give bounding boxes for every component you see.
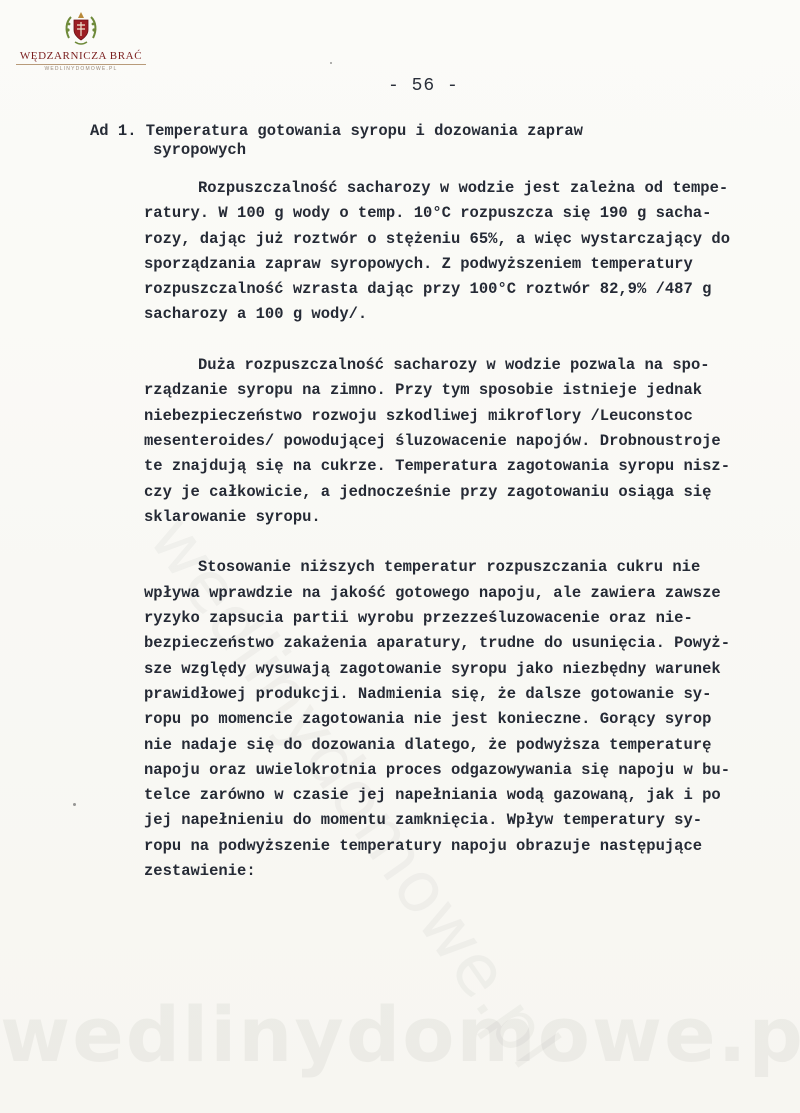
text-line: jej napełnieniu do momentu zamknięcia. Wpływ temperatury sy- xyxy=(144,811,703,830)
brand-url: WEDLINYDOMOWE.PL xyxy=(44,66,118,72)
text-line: te znajdują się na cukrze. Temperatura zagotowania syropu nisz- xyxy=(144,457,730,476)
site-logo[interactable] xyxy=(12,8,150,72)
text-line: rozpuszczalność wzrasta dając przy 100°C roztwór 82,9% /487 g xyxy=(144,280,712,299)
paragraph xyxy=(90,176,760,328)
text-line: ryzyko zapsucia partii wyrobu przezześluzowacenie oraz nie- xyxy=(144,609,693,628)
paragraph xyxy=(90,353,760,530)
text-line: niebezpieczeństwo rozwoju szkodliwej mikroflory /Leuconstoc xyxy=(144,406,693,425)
text-line: czy je całkowicie, a jednocześnie przy zagotowaniu osiąga się xyxy=(144,482,712,501)
text-line: telce zarówno w czasie jej napełniania wodą gazowaną, jak i po xyxy=(144,786,721,805)
text-line: rozy, dając już roztwór o stężeniu 65%, a więc wystarczający do xyxy=(144,229,730,248)
section-heading xyxy=(90,122,583,160)
text-line: Stosowanie niższych temperatur rozpuszczania cukru nie xyxy=(198,558,701,577)
text-line: Duża rozpuszczalność sacharozy w wodzie pozwala na spo- xyxy=(198,356,710,375)
brand-divider xyxy=(16,64,146,65)
text-line: prawidłowej produkcji. Nadmienia się, że dalsze gotowanie sy- xyxy=(144,684,712,703)
text-line: sklarowanie syropu. xyxy=(144,507,321,526)
text-line: zestawienie: xyxy=(144,862,256,881)
text-line: wpływa wprawdzie na jakość gotowego napoju, ale zawiera zawsze xyxy=(144,583,721,602)
text-line: sze względy wysuwają zagotowanie syropu jako niezbędny warunek xyxy=(144,659,721,678)
heading-line-1: Ad 1. Temperatura gotowania syropu i dozowania zapraw xyxy=(90,122,583,140)
text-line: bezpieczeństwo zakażenia aparatury, trudne do usunięcia. Powyż- xyxy=(144,634,730,653)
text-line: ropu na podwyższenie temperatury napoju obrazuje następujące xyxy=(144,836,703,855)
text-line: ratury. W 100 g wody o temp. 10°C rozpuszcza się 190 g sacha- xyxy=(144,204,712,223)
text-line: sporządzania zapraw syropowych. Z podwyższeniem temperatury xyxy=(144,254,693,273)
ink-speck xyxy=(330,62,332,64)
text-line: mesenteroides/ powodującej śluzowacenie napojów. Drobnoustroje xyxy=(144,431,721,450)
footer-watermark xyxy=(0,990,800,1079)
text-line: napoju oraz uwielokrotnia proces odgazowywania się napoju w bu- xyxy=(144,760,730,779)
text-line: rządzanie syropu na zimno. Przy tym sposobie istnieje jednak xyxy=(144,381,703,400)
text-line: sacharozy a 100 g wody/. xyxy=(144,305,368,324)
text-line: ropu po momencie zagotowania nie jest konieczne. Gorący syrop xyxy=(144,710,712,729)
coat-of-arms-icon xyxy=(61,8,101,48)
text-line: Rozpuszczalność sacharozy w wodzie jest zależna od tempe- xyxy=(198,179,729,197)
ink-speck xyxy=(73,803,76,806)
page-number: - 56 - xyxy=(388,76,459,96)
heading-line-2: syropowych xyxy=(153,141,247,159)
brand-name: WĘDZARNICZA BRAĆ xyxy=(19,50,143,62)
text-line: nie nadaje się do dozowania dlatego, że podwyższa temperaturę xyxy=(144,735,712,754)
